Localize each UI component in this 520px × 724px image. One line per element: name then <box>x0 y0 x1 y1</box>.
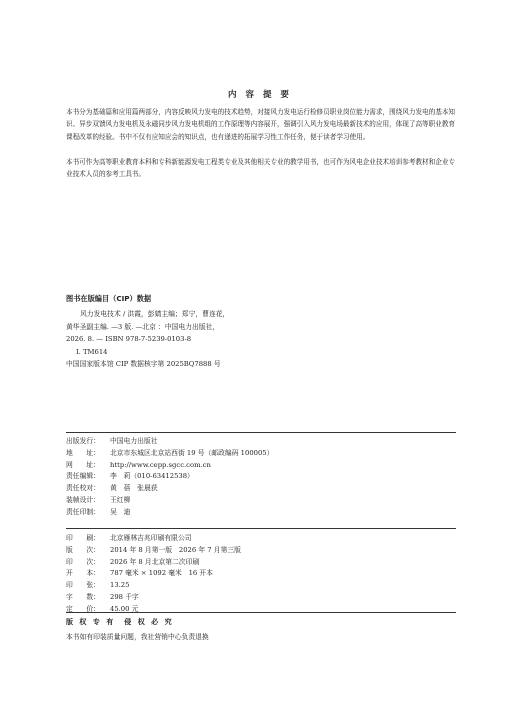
price-value: 45.00 元 <box>110 604 139 613</box>
row-value: 13.25 <box>110 581 130 590</box>
summary-paragraph-1: 本书分为基础篇和应用篇两部分，内容反映风力发电的技术趋势，对接风力发电运行检修员职业岗位能力需求，围绕风力发电的基本知识、异步双馈风力发电机及永磁同步风力发电机组的工作原理等内容展开，强调引入风力发电场最新技术的应用，体现了高等职业教育课程改革的经验。书中不仅有应知应会的知识点，也有递进的拓展学习性工作任务，便于读者学习使用。 <box>66 108 456 141</box>
printing-row <box>66 533 456 545</box>
cip-lines <box>66 308 466 371</box>
row-value: 吴 迪 <box>110 507 131 516</box>
printing-row <box>66 592 456 604</box>
printing-row <box>66 545 456 557</box>
cip-title: 图书在版编目（CIP）数据 <box>66 294 152 303</box>
summary-paragraph-2: 本书可作为高等职业教育本科和专科新能源发电工程类专业及其他相关专业的教学用书，也可作为风电企业技术培训参考教材和企业专业技术人员的参考工具书。 <box>66 158 456 179</box>
row-label: 地 址： <box>66 448 100 457</box>
publisher-row <box>66 448 456 460</box>
rights-title: 版 权 专 有 侵 权 必 究 <box>66 618 174 626</box>
publisher-row <box>66 471 456 483</box>
publisher-row <box>66 460 456 472</box>
cip-line: Ⅰ. TM614 <box>76 347 108 356</box>
row-label: 印 张： <box>66 581 100 590</box>
row-label: 出版发行： <box>66 437 100 445</box>
publisher-row <box>66 483 456 495</box>
publisher-row <box>66 507 456 519</box>
row-label: 印 次： <box>66 557 100 566</box>
printing-row <box>66 604 456 616</box>
row-label: 版 次： <box>66 545 100 554</box>
row-label: 开 本： <box>66 569 100 578</box>
cip-line: 2026. 8. — ISBN 978-7-5239-0103-8 <box>66 335 192 344</box>
row-value: 北京市东城区北京站西街 19 号（邮政编码 100005） <box>110 448 274 457</box>
row-value: 中国电力出版社 <box>110 437 158 445</box>
summary-title: 内 容 提 要 <box>228 90 292 100</box>
row-value: 李 莉（010-63412538） <box>110 472 194 481</box>
cip-line: 中国国家版本馆 CIP 数据核字第 2025BQ7888 号 <box>66 360 221 369</box>
cip-line: 黄华圣副主编. —3 版. —北京 ：中国电力出版社， <box>66 322 220 331</box>
publisher-row <box>66 436 456 448</box>
row-value: 298 千字 <box>110 592 139 601</box>
row-value: 黄 蓓 张晨获 <box>110 484 158 493</box>
row-value: 王红柳 <box>110 495 131 504</box>
row-label: 装帧设计： <box>66 495 100 504</box>
row-label: 印 刷： <box>66 534 100 542</box>
row-label: 责任印制： <box>66 507 100 516</box>
divider <box>66 432 456 433</box>
publisher-info <box>66 436 456 519</box>
printing-row <box>66 557 456 569</box>
cip-block <box>66 294 466 371</box>
row-value: 2026 年 8 月北京第二次印刷 <box>110 557 200 566</box>
printing-row <box>66 568 456 580</box>
row-label: 网 址： <box>66 460 100 469</box>
row-value: 787 毫米 × 1092 毫米 16 开本 <box>110 569 213 578</box>
rights-note: 本书如有印装质量问题，我社营销中心负责退换 <box>66 633 209 641</box>
printing-info <box>66 533 456 616</box>
publisher-row <box>66 495 456 507</box>
cip-line: 风力发电技术 / 洪霞，彭婧主编；郑宁，曹连花， <box>80 310 230 318</box>
row-label: 字 数： <box>66 592 100 601</box>
row-label: 责任编辑： <box>66 472 100 481</box>
row-label: 定 价： <box>66 604 100 613</box>
printing-row <box>66 580 456 592</box>
row-value: 2014 年 8 月第一版 2026 年 7 月第三版 <box>110 545 241 554</box>
website-link: http://www.cepp.sgcc.com.cn <box>110 460 211 469</box>
divider <box>66 612 456 613</box>
row-value: 北京雁林吉兆印刷有限公司 <box>110 534 192 542</box>
row-label: 责任校对： <box>66 484 100 493</box>
divider <box>66 528 456 529</box>
